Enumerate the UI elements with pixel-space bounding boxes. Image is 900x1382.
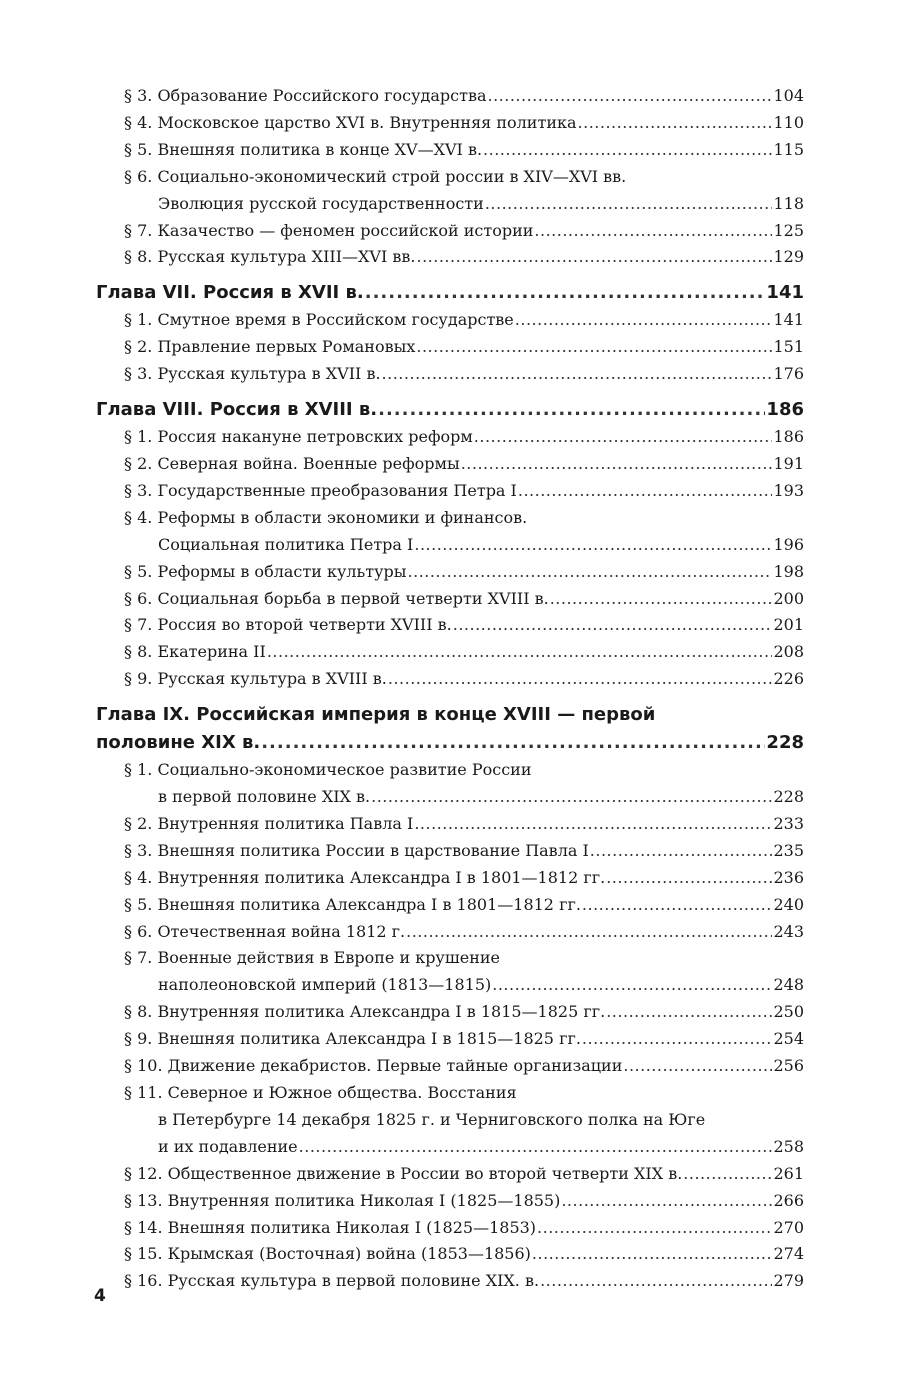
section-title: § 14. Внешняя политика Николая I (1825—1853) bbox=[124, 1217, 537, 1237]
toc-section[interactable] bbox=[96, 478, 804, 505]
dot-leader bbox=[578, 110, 773, 137]
dot-leader bbox=[371, 784, 772, 811]
page-ref: 228 bbox=[773, 787, 804, 807]
page-ref: 248 bbox=[773, 975, 804, 995]
page-ref: 228 bbox=[766, 732, 804, 754]
dot-leader bbox=[378, 396, 765, 424]
dot-leader bbox=[534, 218, 772, 245]
section-title: § 8. Екатерина II bbox=[124, 642, 266, 662]
dot-leader bbox=[382, 361, 773, 388]
toc-section[interactable] bbox=[96, 164, 804, 218]
dot-leader bbox=[582, 892, 773, 919]
toc-line bbox=[96, 505, 804, 532]
toc-section[interactable] bbox=[96, 1241, 804, 1268]
section-title: § 11. Северное и Южное общества. Восстания bbox=[124, 1083, 517, 1102]
page-ref: 258 bbox=[773, 1136, 804, 1156]
page-ref: 129 bbox=[773, 247, 804, 267]
toc-section[interactable] bbox=[96, 811, 804, 838]
toc-line bbox=[96, 244, 804, 271]
section-title: § 4. Московское царство XVI в. Внутренняя политика bbox=[124, 112, 577, 132]
dot-leader bbox=[416, 244, 772, 271]
toc-section[interactable] bbox=[96, 559, 804, 586]
toc-line bbox=[96, 1053, 804, 1080]
toc-section[interactable] bbox=[96, 666, 804, 693]
page-ref: 193 bbox=[773, 480, 804, 500]
dot-leader bbox=[299, 1134, 773, 1161]
dot-leader bbox=[406, 919, 772, 946]
toc-line bbox=[96, 1107, 804, 1134]
dot-leader bbox=[623, 1053, 772, 1080]
page-ref: 110 bbox=[773, 112, 804, 132]
toc-line bbox=[96, 865, 804, 892]
toc-section[interactable] bbox=[96, 586, 804, 613]
toc-line bbox=[96, 532, 804, 559]
toc-line bbox=[96, 307, 804, 334]
dot-leader bbox=[561, 1188, 772, 1215]
toc-section[interactable] bbox=[96, 137, 804, 164]
section-title: § 3. Образование Российского государства bbox=[124, 86, 487, 105]
page-ref: 208 bbox=[773, 642, 804, 662]
page-ref: 250 bbox=[773, 1002, 804, 1022]
section-title: наполеоновской империй (1813—1815) bbox=[158, 975, 492, 995]
toc-line bbox=[96, 639, 804, 666]
page-ref: 201 bbox=[773, 615, 804, 635]
toc-line bbox=[96, 612, 804, 639]
toc-line bbox=[96, 586, 804, 613]
toc-section[interactable] bbox=[96, 612, 804, 639]
section-title: § 2. Северная война. Военные реформы bbox=[124, 453, 460, 473]
section-title: Социальная политика Петра I bbox=[158, 534, 414, 554]
section-title: § 16. Русская культура в первой половине XIX. в. bbox=[124, 1271, 540, 1291]
toc-line bbox=[96, 137, 804, 164]
dot-leader bbox=[483, 137, 772, 164]
section-title: § 3. Внешняя политика России в царствование Павла I bbox=[124, 840, 589, 860]
section-title: Эволюция русской государственности bbox=[158, 193, 484, 213]
toc-section[interactable] bbox=[96, 83, 804, 110]
toc-section[interactable] bbox=[96, 1161, 804, 1188]
toc-section[interactable] bbox=[96, 451, 804, 478]
section-title: § 5. Внешняя политика Александра I в 1801—1812 гг. bbox=[124, 894, 581, 914]
page-ref: 254 bbox=[773, 1029, 804, 1049]
toc-line bbox=[96, 334, 804, 361]
toc-section[interactable] bbox=[96, 1188, 804, 1215]
dot-leader bbox=[453, 612, 773, 639]
page-ref: 240 bbox=[773, 894, 804, 914]
toc-line bbox=[96, 945, 804, 972]
toc-line bbox=[96, 164, 804, 191]
chapter-spacer bbox=[96, 693, 804, 701]
chapter-spacer bbox=[96, 271, 804, 279]
toc-line bbox=[96, 972, 804, 999]
section-title: § 7. Казачество — феномен российской истории bbox=[124, 220, 534, 240]
section-title: § 4. Реформы в области экономики и финансов. bbox=[124, 507, 528, 527]
section-title: в Петербурге 14 декабря 1825 г. и Черниговского полка на Юге bbox=[158, 1109, 706, 1129]
toc-line bbox=[96, 361, 804, 388]
section-title: § 9. Русская культура в XVIII в. bbox=[124, 669, 387, 689]
page-ref: 186 bbox=[766, 399, 804, 421]
section-title: § 6. Отечественная война 1812 г. bbox=[124, 921, 406, 941]
toc-section[interactable] bbox=[96, 505, 804, 559]
page-ref: 233 bbox=[773, 813, 804, 833]
toc-line bbox=[96, 451, 804, 478]
section-title: § 7. Военные действия в Европе и крушение bbox=[124, 948, 500, 968]
dot-leader bbox=[487, 83, 772, 110]
page-ref: 243 bbox=[773, 921, 804, 941]
toc-line bbox=[96, 1268, 804, 1295]
toc-section[interactable] bbox=[96, 244, 804, 271]
page-ref: 118 bbox=[773, 193, 804, 213]
page-ref: 226 bbox=[773, 669, 804, 689]
toc-line bbox=[96, 218, 804, 245]
toc-section[interactable] bbox=[96, 892, 804, 919]
dot-leader bbox=[532, 1241, 773, 1268]
page-ref: 198 bbox=[773, 561, 804, 581]
section-title: § 3. Русская культура в XVII в. bbox=[124, 364, 381, 384]
toc-section[interactable] bbox=[96, 361, 804, 388]
toc-section[interactable] bbox=[96, 1268, 804, 1295]
dot-leader bbox=[537, 1215, 772, 1242]
chapter-title: Глава IX. Российская империя в конце XVIII — первой bbox=[96, 704, 656, 726]
page-ref: 141 bbox=[773, 310, 804, 330]
dot-leader bbox=[683, 1161, 772, 1188]
section-title: § 2. Правление первых Романовых bbox=[124, 337, 416, 357]
section-title: § 10. Движение декабристов. Первые тайные организации bbox=[124, 1056, 623, 1076]
dot-leader bbox=[492, 972, 772, 999]
toc-line bbox=[96, 729, 804, 757]
page-ref: 186 bbox=[773, 427, 804, 447]
dot-leader bbox=[461, 451, 773, 478]
toc-line bbox=[96, 1080, 804, 1107]
section-title: § 12. Общественное движение в России во второй четверти XIX в. bbox=[124, 1163, 683, 1183]
table-of-contents bbox=[96, 83, 804, 1295]
toc-section[interactable] bbox=[96, 218, 804, 245]
dot-leader bbox=[416, 334, 772, 361]
section-title: в первой половине XIX в. bbox=[158, 787, 371, 807]
toc-chapter[interactable] bbox=[96, 701, 804, 757]
page-ref: 176 bbox=[773, 364, 804, 384]
toc-line bbox=[96, 424, 804, 451]
page-ref: 279 bbox=[773, 1271, 804, 1291]
dot-leader bbox=[515, 307, 773, 334]
toc-section[interactable] bbox=[96, 919, 804, 946]
page-number: 4 bbox=[94, 1286, 106, 1306]
dot-leader bbox=[582, 1026, 773, 1053]
toc-line bbox=[96, 919, 804, 946]
toc-line bbox=[96, 838, 804, 865]
toc-line bbox=[96, 999, 804, 1026]
dot-leader bbox=[540, 1268, 772, 1295]
dot-leader bbox=[474, 424, 773, 451]
dot-leader bbox=[388, 666, 773, 693]
page-ref: 141 bbox=[766, 282, 804, 304]
dot-leader bbox=[414, 532, 772, 559]
dot-leader bbox=[550, 586, 773, 613]
toc-section[interactable] bbox=[96, 999, 804, 1026]
toc-section[interactable] bbox=[96, 1053, 804, 1080]
section-title: § 7. Россия во второй четверти XVIII в. bbox=[124, 615, 452, 635]
section-title: § 1. Социально-экономическое развитие России bbox=[124, 760, 532, 780]
toc-line bbox=[96, 1026, 804, 1053]
dot-leader bbox=[590, 838, 773, 865]
chapter-title: Глава VII. Россия в XVII в. bbox=[96, 282, 364, 304]
chapter-title: половине XIX в. bbox=[96, 732, 261, 754]
page-ref: 191 bbox=[773, 453, 804, 473]
dot-leader bbox=[606, 999, 772, 1026]
toc-line bbox=[96, 191, 804, 218]
section-title: § 1. Смутное время в Российском государстве bbox=[124, 310, 514, 330]
page-ref: 270 bbox=[773, 1217, 804, 1237]
toc-section[interactable] bbox=[96, 639, 804, 666]
dot-leader bbox=[606, 865, 772, 892]
toc-section[interactable] bbox=[96, 1026, 804, 1053]
page-ref: 200 bbox=[773, 588, 804, 608]
toc-line bbox=[96, 811, 804, 838]
toc-section[interactable] bbox=[96, 334, 804, 361]
chapter-spacer bbox=[96, 388, 804, 396]
section-title: § 13. Внутренняя политика Николая I (1825—1855) bbox=[124, 1190, 561, 1210]
page-ref: 115 bbox=[773, 139, 804, 159]
toc-section[interactable] bbox=[96, 110, 804, 137]
toc-line bbox=[96, 666, 804, 693]
page-ref: 274 bbox=[773, 1244, 804, 1264]
toc-line bbox=[96, 396, 804, 424]
page-ref: 236 bbox=[773, 867, 804, 887]
section-title: § 1. Россия накануне петровских реформ bbox=[124, 427, 473, 447]
toc-section[interactable] bbox=[96, 945, 804, 999]
section-title: § 4. Внутренняя политика Александра I в 1801—1812 гг. bbox=[124, 867, 606, 887]
section-title: § 15. Крымская (Восточная) война (1853—1856) bbox=[124, 1244, 531, 1264]
dot-leader bbox=[365, 279, 766, 307]
dot-leader bbox=[261, 729, 765, 757]
toc-line bbox=[96, 701, 804, 729]
page-ref: 151 bbox=[773, 337, 804, 357]
toc-line bbox=[96, 83, 804, 110]
toc-line bbox=[96, 1188, 804, 1215]
toc-line bbox=[96, 1215, 804, 1242]
dot-leader bbox=[485, 191, 773, 218]
toc-section[interactable] bbox=[96, 424, 804, 451]
toc-chapter[interactable] bbox=[96, 279, 804, 307]
toc-section[interactable] bbox=[96, 307, 804, 334]
page-ref: 256 bbox=[773, 1056, 804, 1076]
section-title: § 9. Внешняя политика Александра I в 1815—1825 гг. bbox=[124, 1029, 581, 1049]
toc-line bbox=[96, 478, 804, 505]
section-title: и их подавление bbox=[158, 1136, 298, 1156]
toc-line bbox=[96, 892, 804, 919]
section-title: § 2. Внутренняя политика Павла I bbox=[124, 813, 414, 833]
section-title: § 6. Социальная борьба в первой четверти XVIII в. bbox=[124, 588, 549, 608]
toc-line bbox=[96, 279, 804, 307]
toc-line bbox=[96, 1241, 804, 1268]
dot-leader bbox=[414, 811, 772, 838]
toc-line bbox=[96, 784, 804, 811]
toc-section[interactable] bbox=[96, 1215, 804, 1242]
page-ref: 235 bbox=[773, 840, 804, 860]
dot-leader bbox=[518, 478, 773, 505]
toc-line bbox=[96, 110, 804, 137]
toc-line bbox=[96, 1161, 804, 1188]
page-ref: 266 bbox=[773, 1190, 804, 1210]
toc-line bbox=[96, 559, 804, 586]
section-title: § 8. Русская культура XIII—XVI вв. bbox=[124, 247, 416, 267]
page-ref: 196 bbox=[773, 534, 804, 554]
section-title: § 5. Реформы в области культуры bbox=[124, 561, 407, 581]
toc-section[interactable] bbox=[96, 865, 804, 892]
toc-section[interactable] bbox=[96, 757, 804, 811]
toc-section[interactable] bbox=[96, 1080, 804, 1161]
dot-leader bbox=[267, 639, 773, 666]
toc-section[interactable] bbox=[96, 838, 804, 865]
section-title: § 8. Внутренняя политика Александра I в 1815—1825 гг. bbox=[124, 1002, 606, 1022]
section-title: § 3. Государственные преобразования Петра I bbox=[124, 480, 517, 500]
toc-chapter[interactable] bbox=[96, 396, 804, 424]
page-ref: 125 bbox=[773, 220, 804, 240]
toc-line bbox=[96, 1134, 804, 1161]
section-title: § 6. Социально-экономический строй россии в XIV—XVI вв. bbox=[124, 166, 627, 186]
dot-leader bbox=[408, 559, 773, 586]
page-ref: 261 bbox=[773, 1163, 804, 1183]
page-ref: 104 bbox=[773, 86, 804, 105]
section-title: § 5. Внешняя политика в конце XV—XVI в. bbox=[124, 139, 483, 159]
toc-line bbox=[96, 757, 804, 784]
chapter-title: Глава VIII. Россия в XVIII в. bbox=[96, 399, 378, 421]
